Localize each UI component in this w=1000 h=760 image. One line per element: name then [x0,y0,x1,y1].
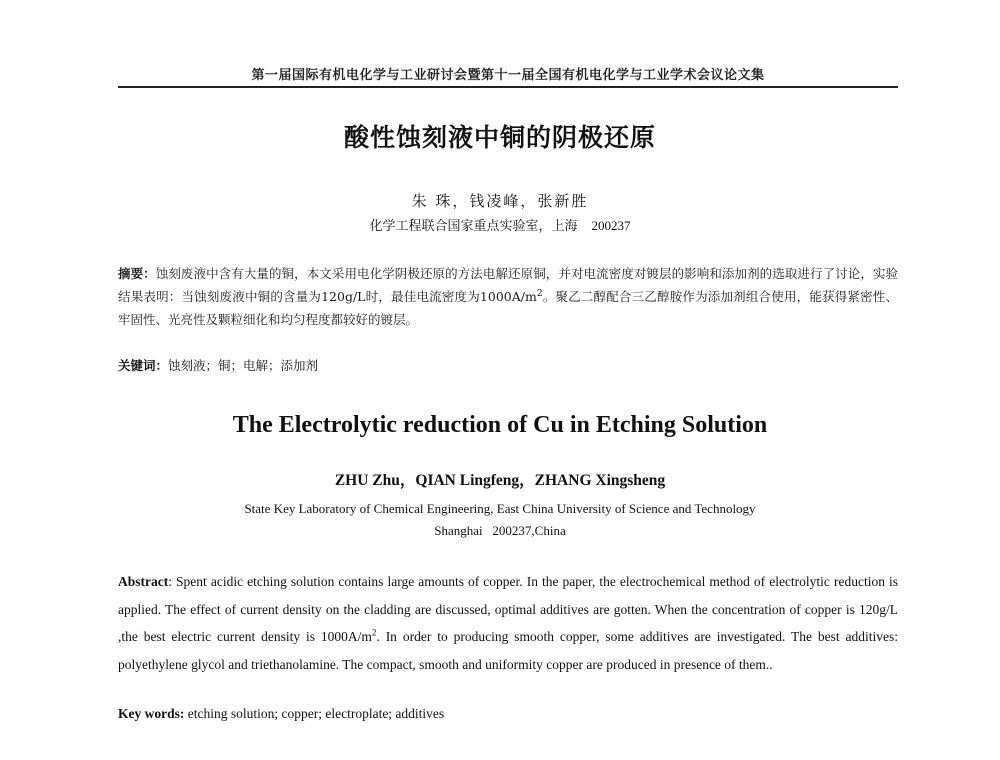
chinese-affiliation [0,215,1000,234]
english-keywords [118,703,898,725]
english-keywords-label: Key words: [118,706,185,721]
chinese-keywords-text: 蚀刻液；铜；电解；添加剂 [168,358,319,373]
english-affiliation [0,498,1000,542]
chinese-keywords [118,354,898,377]
english-affiliation-line-2: Shanghai 200237,China [434,523,566,538]
english-abstract-text-2: . In order to producing smooth copper, some additives are investigated. The best additives: polyethylene glycol and triethanolamine. The compact, smooth and uniformity copper are produced in presence of them.. [118,629,898,672]
chinese-abstract [118,262,898,331]
chinese-title: 酸性蚀刻液中铜的阴极还原 [343,123,656,152]
header-rule [118,86,898,88]
chinese-authors: 朱 珠，钱凌峰，张新胜 [411,192,589,210]
chinese-abstract-text-1: 蚀刻废液中含有大量的铜，本文采用电化学阴极还原的方法电解还原铜，并对电流密度对镀层的影响和添加剂的选取进行了讨论，实验结果表明：当蚀刻废液中铜的含量为120g/L时，最佳电流密度为1000A/m [118,266,898,304]
english-abstract-superscript: 2 [371,627,377,638]
english-title: The Electrolytic reduction of Cu in Etching Solution [232,412,768,438]
english-abstract-label: Abstract [118,574,169,589]
english-keywords-text: etching solution; copper; electroplate; additives [184,706,445,721]
chinese-abstract-label: 摘要： [118,266,156,281]
english-affiliation-line-1: State Key Laboratory of Chemical Engineering, East China University of Science and Technology [244,501,756,516]
chinese-abstract-text-2: 。聚乙二醇配合三乙醇胺作为添加剂组合使用，能获得紧密性、牢固性、光亮性及颗粒细化和均匀程度都较好的镀层。 [118,289,898,327]
chinese-affiliation-text: 化学工程联合国家重点实验室，上海 [369,219,578,234]
running-header: 第一届国际有机电化学与工业研讨会暨第十一届全国有机电化学与工业学术会议论文集 [251,68,765,83]
english-authors: ZHU Zhu，QIAN Lingfeng，ZHANG Xingsheng [334,472,666,489]
chinese-keywords-label: 关键词： [118,358,169,373]
english-abstract [118,568,898,678]
chinese-abstract-superscript: 2 [536,288,543,299]
chinese-postcode: 200237 [591,218,631,233]
english-abstract-text-1: : Spent acidic etching solution contains large amounts of copper. In the paper, the electrochemical method of electrolytic reduction is applied. The effect of current density on the cladding are discussed, optimal additives are gotten. When the concentration of copper is 120g/L ,the best electric current density is 1000A/m [118,574,898,644]
